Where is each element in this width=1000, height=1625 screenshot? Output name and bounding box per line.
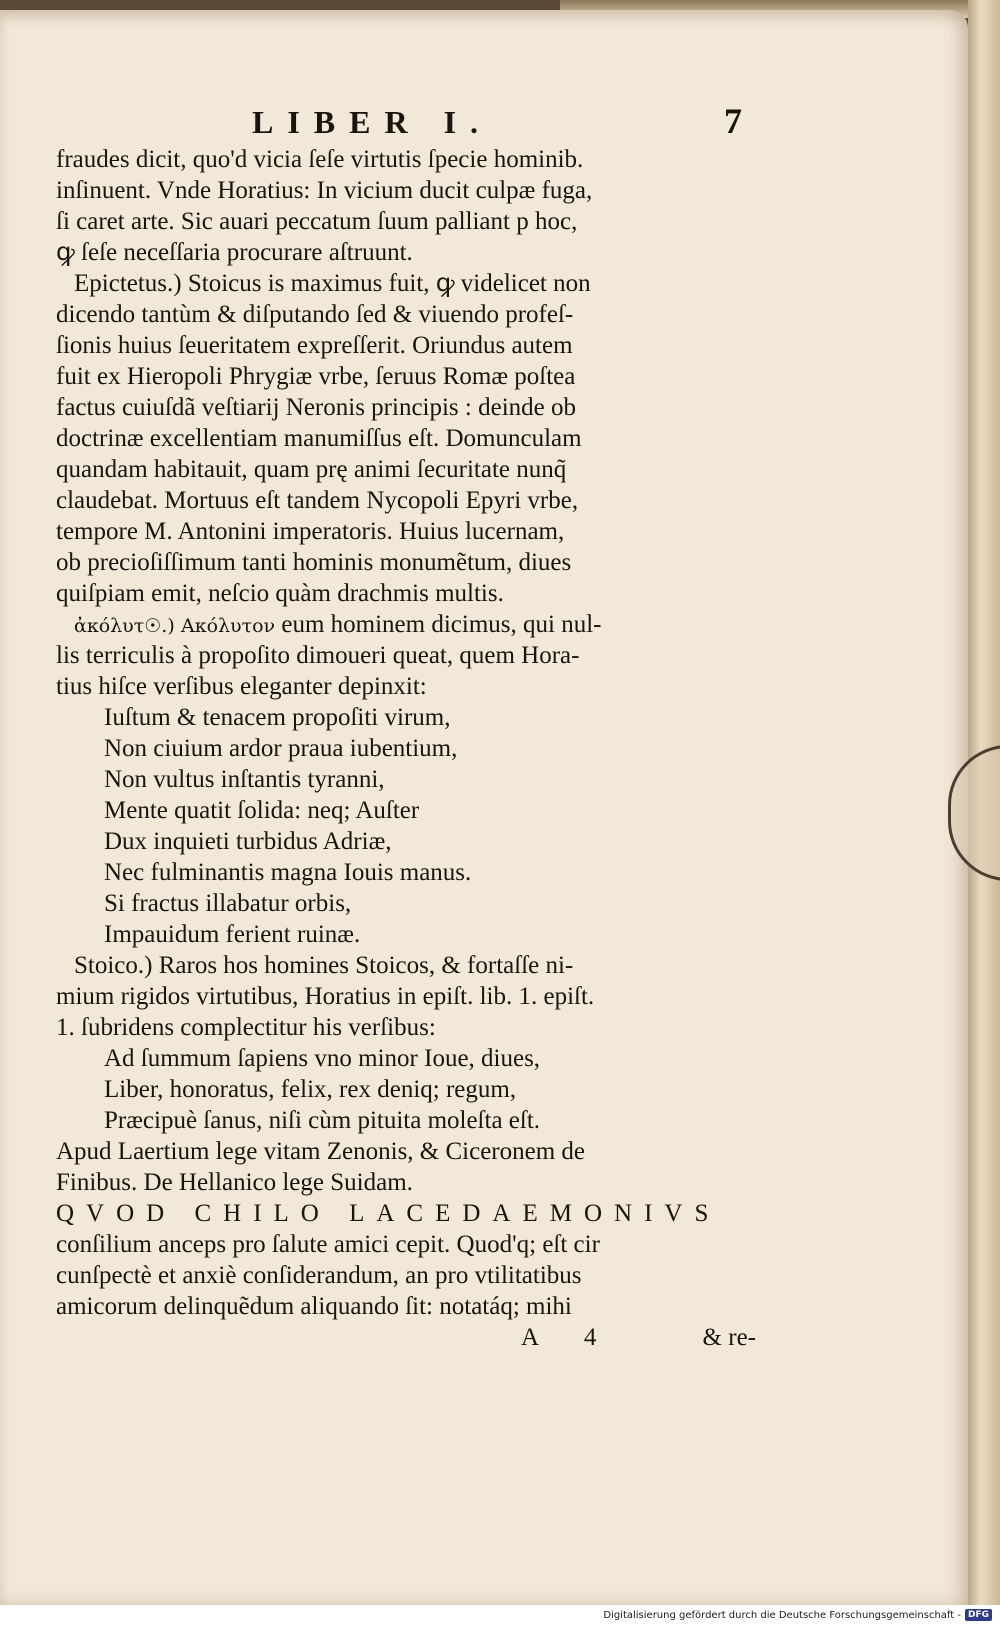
- text-line: fuit ex Hieropoli Phrygiæ vrbe, ſeruus Romæ poſtea: [56, 363, 576, 390]
- dfg-logo: DFG: [965, 1609, 992, 1621]
- text-line: lis terriculis à propoſito dimoueri queat, quem Hora-: [56, 642, 580, 669]
- text-line: mium rigidos virtutibus, Horatius in epiſt. lib. 1. epiſt.: [56, 983, 595, 1010]
- verse-line: Liber, honoratus, felix, rex deniq; regum,: [104, 1076, 517, 1103]
- text-block: [56, 100, 756, 1353]
- verse-line: Non vultus inſtantis tyranni,: [104, 766, 385, 793]
- text-line: Finibus. De Hellanico lege Suidam.: [56, 1169, 413, 1196]
- paragraph-1: [56, 144, 756, 609]
- text-line: ſi caret arte. Sic auari peccatum ſuum palliant p hoc,: [56, 208, 578, 235]
- text-line: dicendo tantùm & diſputando ſed & viuendo profeſ-: [56, 301, 574, 328]
- greek-lemma: ἀκόλυτ☉.): [74, 615, 175, 637]
- text-line: quandam habitauit, quam prę animi ſecuritate nunq̃: [56, 456, 567, 483]
- text-line: fraudes dicit, quo'd vicia ſeſe virtutis ſpecie hominib.: [56, 146, 584, 173]
- text-line: conſilium anceps pro ſalute amici cepit. Quod'q; eſt cir: [56, 1231, 600, 1258]
- text-line: quiſpiam emit, neſcio quàm drachmis multis.: [56, 580, 504, 607]
- greek-line-text: eum hominem dicimus, qui nul-: [281, 611, 602, 638]
- verse-line: Dux inquieti turbidus Adriæ,: [104, 828, 392, 855]
- text-line: cunſpectè et anxiè conſiderandum, an pro vtilitatibus: [56, 1262, 582, 1289]
- greek-word: Ακόλυτον: [180, 615, 276, 637]
- verse-line: Impauidum ferient ruinæ.: [104, 921, 361, 948]
- page-number: 7: [724, 101, 742, 141]
- text-line: ꝙ ſeſe neceſſaria procurare aſtruunt.: [56, 239, 413, 266]
- text-line: tempore M. Antonini imperatoris. Huius lucernam,: [56, 518, 565, 545]
- section-heading: QVOD CHILO LACEDAEMONIVS: [56, 1200, 721, 1227]
- text-line: tius hiſce verſibus eleganter depinxit:: [56, 673, 427, 700]
- text-line: amicorum delinquẽdum aliquando ſit: notatáq; mihi: [56, 1293, 572, 1320]
- text-line: factus cuiuſdã veſtiarij Neronis principis : deinde ob: [56, 394, 576, 421]
- book-page: [0, 10, 968, 1605]
- text-line: ſionis huius ſeueritatem expreſſerit. Oriundus autem: [56, 332, 573, 359]
- verse-quotation-horace: [56, 702, 756, 950]
- running-head: [56, 100, 756, 144]
- text-line: Apud Laertium lege vitam Zenonis, & Ciceronem de: [56, 1138, 586, 1165]
- verse-line: Ad ſummum ſapiens vno minor Ioue, diues,: [104, 1045, 541, 1072]
- verse-line: Nec fulminantis magna Iouis manus.: [104, 859, 472, 886]
- text-line: claudebat. Mortuus eſt tandem Nycopoli Epyri vrbe,: [56, 487, 579, 514]
- running-title: LIBER I.: [252, 104, 493, 140]
- text-line: 1. ſubridens complectitur his verſibus:: [56, 1014, 436, 1041]
- catchword: & re-: [702, 1324, 756, 1351]
- digitization-credit-bar: [0, 1605, 1000, 1625]
- text-line: doctrinæ excellentiam manumiſſus eſt. Domunculam: [56, 425, 582, 452]
- verse-line: Iuſtum & tenacem propoſiti virum,: [104, 704, 451, 731]
- signature-mark: A 4: [521, 1324, 617, 1351]
- verse-line: Si fractus illabatur orbis,: [104, 890, 352, 917]
- text-line: Stoico.) Raros hos homines Stoicos, & fortaſſe ni-: [74, 952, 574, 979]
- verse-line: Præcipuè ſanus, niſi cùm pituita moleſta eſt.: [104, 1107, 541, 1134]
- text-line: inſinuent. Vnde Horatius: In vicium ducit culpæ fuga,: [56, 177, 593, 204]
- text-line: Epictetus.) Stoicus is maximus fuit, ꝙ videlicet non: [74, 270, 591, 297]
- verse-quotation-epistle: [56, 1043, 756, 1136]
- text-line: ob precioſiſſimum tanti hominis monumẽtum, diues: [56, 549, 572, 576]
- greek-lemma-line: [56, 609, 756, 640]
- verse-line: Mente quatit ſolida: neq; Auſter: [104, 797, 420, 824]
- verse-line: Non ciuium ardor praua iubentium,: [104, 735, 458, 762]
- digitization-credit: Digitalisierung gefördert durch die Deutsche Forschungsgemeinschaft -: [603, 1609, 961, 1621]
- page-footer: [56, 1322, 756, 1353]
